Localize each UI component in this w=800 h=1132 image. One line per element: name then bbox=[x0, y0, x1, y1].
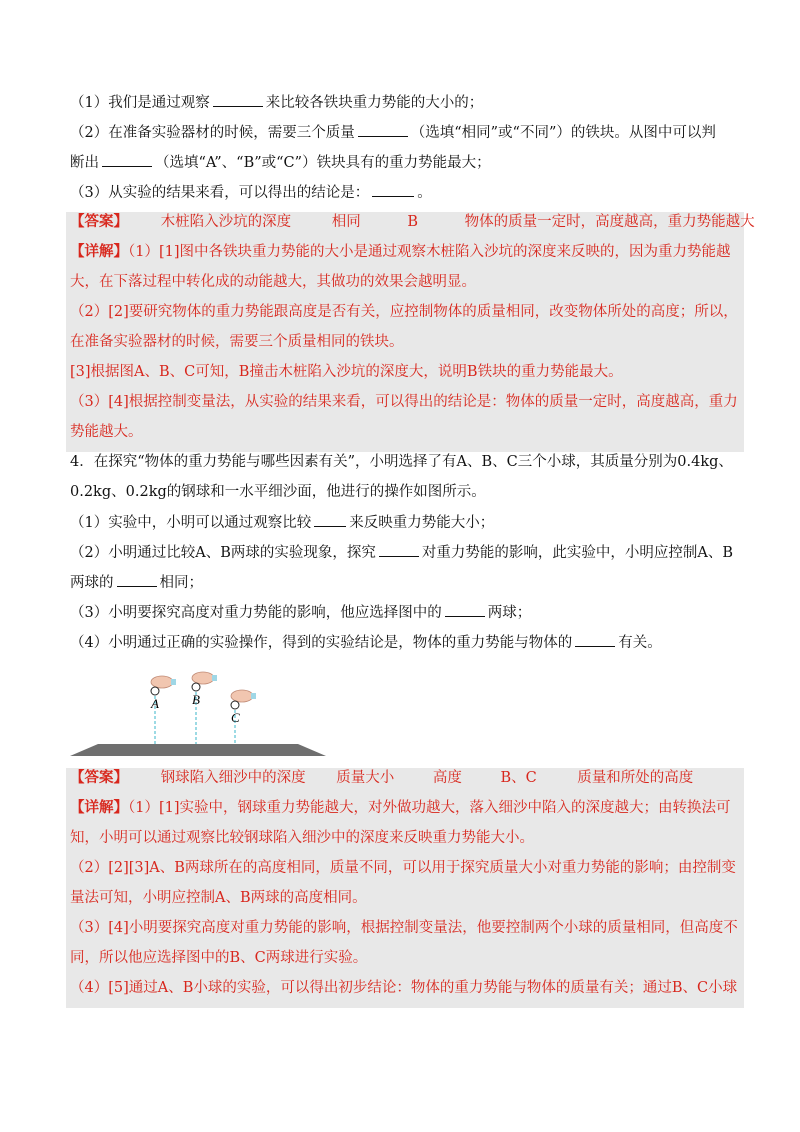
detail-line: （3）[4]小明要探究高度对重力势能的影响，根据控制变量法，他要控制两个小球的质量相同，但高度不 bbox=[70, 920, 738, 936]
detail-line: 量法可知，小明应控制A、B两球的高度相同。 bbox=[70, 890, 367, 906]
answer-item: 物体的质量一定时，高度越高，重力势能越大 bbox=[464, 214, 755, 230]
q3-line-3: 断出 （选填“A”、“B”或“C”）铁块具有的重力势能最大； bbox=[70, 152, 732, 182]
hand-icon bbox=[192, 672, 217, 684]
detail-line: [3]根据图A、B、C可知，B撞击木桩陷入沙坑的深度大，说明B铁块的重力势能最大。 bbox=[70, 364, 623, 380]
answer-tag: 【答案】 bbox=[70, 213, 128, 230]
ball-label-a: A bbox=[151, 696, 159, 711]
detail-line: 【详解】（1）[1]图中各铁块重力势能的大小是通过观察木桩陷入沙坑的深度来反映的，因为重力势能越 bbox=[70, 243, 731, 260]
answer-item: 相同 bbox=[331, 214, 361, 230]
experiment-diagram bbox=[70, 670, 732, 762]
answer-blank[interactable] bbox=[117, 572, 157, 587]
hand-icon bbox=[231, 690, 256, 702]
answer-blank[interactable] bbox=[213, 92, 263, 107]
q4-line-2: 0.2kg、0.2kg的钢球和一水平细沙面，他进行的操作如图所示。 bbox=[70, 484, 486, 500]
detail-line: （2）[2]要研究物体的重力势能跟高度是否有关，应控制物体的质量相同，改变物体所处的高度；所以， bbox=[70, 304, 738, 320]
ball-b bbox=[192, 683, 200, 691]
detail-line: 在准备实验器材的时候，需要三个质量相同的铁块。 bbox=[70, 334, 404, 350]
q4-line-4: （2）小明通过比较A、B两球的实验现象，探究 对重力势能的影响，此实验中，小明应控制A、B bbox=[70, 542, 732, 572]
answer-block-q4 bbox=[66, 768, 744, 1008]
answer-item: B、C bbox=[500, 770, 537, 786]
detail-tag: 【详解】 bbox=[70, 243, 128, 260]
detail-line: 知，小明可以通过观察比较钢球陷入细沙中的深度来反映重力势能大小。 bbox=[70, 830, 534, 846]
q4-line-1: 4．在探究“物体的重力势能与哪些因素有关”，小明选择了有A、B、C三个小球，其质量分别为0.4kg、 bbox=[70, 454, 733, 470]
answer-blank[interactable] bbox=[445, 602, 485, 617]
answer-blank[interactable] bbox=[314, 512, 346, 527]
q3-line-2: （2）在准备实验器材的时候，需要三个质量 （选填“相同”或“不同”）的铁块。从图中可以判 bbox=[70, 122, 732, 152]
q4-line-5: 两球的 相同； bbox=[70, 572, 732, 602]
q3-line-1: （1）我们是通过观察 来比较各铁块重力势能的大小的； bbox=[70, 92, 732, 122]
experiment-figure bbox=[70, 670, 732, 762]
answer-item: 木桩陷入沙坑的深度 bbox=[160, 214, 292, 230]
answer-item: B bbox=[407, 214, 418, 230]
detail-line: 【详解】（1）[1]实验中，钢球重力势能越大，对外做功越大，落入细沙中陷入的深度越大；由转换法可 bbox=[70, 799, 731, 816]
detail-tag: 【详解】 bbox=[70, 799, 128, 816]
answer-block-q3 bbox=[66, 212, 755, 452]
q4-line-6: （3）小明要探究高度对重力势能的影响，他应选择图中的 两球； bbox=[70, 602, 732, 632]
ball-c bbox=[231, 701, 239, 709]
answer-blank[interactable] bbox=[379, 542, 419, 557]
q3-line-4: （3）从实验的结果来看，可以得出的结论是： 。 bbox=[70, 182, 732, 212]
ball-label-b: B bbox=[192, 692, 200, 707]
ball-a bbox=[151, 687, 159, 695]
hand-icon bbox=[151, 676, 176, 688]
answer-tag: 【答案】 bbox=[70, 769, 128, 786]
answer-blank[interactable] bbox=[358, 122, 408, 137]
detail-line: 势能越大。 bbox=[70, 424, 143, 440]
q4-line-7: （4）小明通过正确的实验操作，得到的实验结论是，物体的重力势能与物体的 有关。 bbox=[70, 632, 732, 662]
detail-line: （2）[2][3]A、B两球所在的高度相同，质量不同，可以用于探究质量大小对重力势能的影响；由控制变 bbox=[70, 860, 736, 876]
answer-blank[interactable] bbox=[372, 182, 414, 197]
detail-line: 同，所以他应选择图中的B、C两球进行实验。 bbox=[70, 950, 368, 966]
answer-line bbox=[70, 212, 755, 242]
page-content bbox=[70, 92, 755, 1008]
detail-line: 大，在下落过程中转化成的动能越大，其做功的效果会越明显。 bbox=[70, 274, 476, 290]
ball-label-c: C bbox=[231, 710, 240, 725]
answer-line bbox=[70, 768, 740, 798]
answer-item: 钢球陷入细沙中的深度 bbox=[160, 770, 306, 786]
detail-line: （3）[4]根据控制变量法，从实验的结果来看，可以得出的结论是：物体的质量一定时，高度越高，重力 bbox=[70, 394, 738, 410]
detail-line: （4）[5]通过A、B小球的实验，可以得出初步结论：物体的重力势能与物体的质量有关；通过B、C小球 bbox=[70, 980, 738, 996]
q4-line-3: （1）实验中，小明可以通过观察比较 来反映重力势能大小； bbox=[70, 512, 732, 542]
answer-blank[interactable] bbox=[102, 152, 152, 167]
sand-surface bbox=[70, 744, 326, 756]
answer-item: 质量和所处的高度 bbox=[577, 770, 694, 786]
answer-item: 高度 bbox=[432, 770, 462, 786]
answer-blank[interactable] bbox=[575, 632, 615, 647]
answer-item: 质量大小 bbox=[336, 770, 395, 786]
